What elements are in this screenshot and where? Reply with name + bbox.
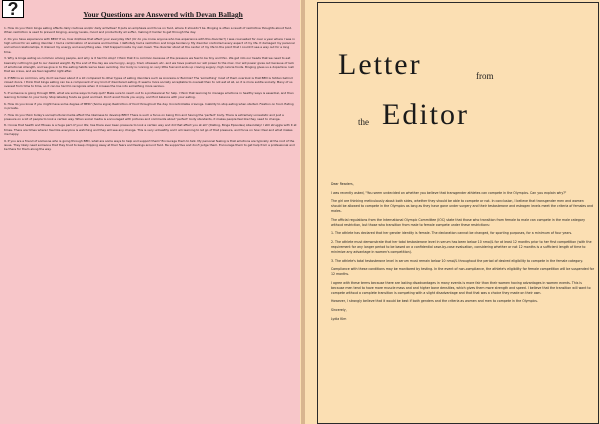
questions-title: Your Questions are Answered with Devan Ballagh <box>83 10 243 19</box>
qa-5: 5. If someone is going through BED, what are some ways to help quit? Make sure to reach out to a professional for help. I think that learning to manage emotions in healthy ways is essential, and then learning to listen to your body. Stop labeling foods as good and bad. Don't avoid foods you enjoy, and find balance with your eating. <box>4 90 294 100</box>
letter-para-6: However, I strongly believe that it would be best if both genders and the criteria as women and men to compete in the Olympics. <box>331 299 538 304</box>
letter-greeting: Dear Readers, <box>331 182 354 186</box>
editor-title-word: Editor <box>382 98 469 131</box>
qa-8: 8. I know that health and fitness is a huge part of your life; has there ever been pressure to look a certain way and did that affect you at all? (Dieting, Binge Episodes) Absolutely! I still struggle with it at times. There are times where I feel like everyone is watching and they will see any change. This is very unhealthy and I am learning to let go of that pressure, and focus on how I feel and what makes me happy. <box>4 123 297 136</box>
qa-2: 2. Do you have experience with BED? If so, how did/does that affect your everyday life? (Or do you know anyone who has experience with this disorder?) I was counselled for over a year where I was in high school for an eating disorder. I had a combination of anorexia and bulimia. I definitely had a restriction and binge tendency. My disorder controlled every aspect of my life. It damaged my personal and school relationships, it drained my energy and everything else. I felt trapped inside my own head. The disorder stood at the center of my life to the point that I couldn't see a way out for a long time. <box>4 36 295 54</box>
qa-1: 1. How do you think binge eating affects daily routines and/or daily activities? It puts an emphasis and focus on food, where it shouldn't be. Binging is often a result of restrictive thoughts about food. When restriction is used to prevent binging, energy levels, mood and productivity all suffer, making it harder to get through the day. <box>4 26 293 35</box>
page-fold-edge <box>301 0 305 424</box>
questions-body <box>4 26 297 422</box>
question-mark-box: ? <box>2 0 24 18</box>
letter-signature: Lydia Kim <box>331 316 347 321</box>
letter-rule-1: 1. The athlete has declared that her gender identity is female. The declaration cannot be changed, for sporting purposes, for a minimum of four years. <box>331 231 573 236</box>
letter-para-4: Compliance with these conditions may be monitored by testing. In the event of non-compliance, the athlete's eligibility for female competition will be suspended for 12 months. <box>331 267 595 277</box>
letter-title-from: from <box>476 71 494 81</box>
letter-rule-3: 3. The athlete's total testosterone level in serum must remain below 10 nmol/L throughout the period of desired eligibility to compete in the female category. <box>331 258 583 263</box>
letter-rule-2: 2. The athlete must demonstrate that her total testosterone level in serum has been below 10 nmol/L for at least 12 months prior to her first competition (with the requirement for any longer period to be based on a confidential case-by-case evaluation, considering whether or not 12 months is a sufficient length of time to minimize any advantage in women's competition). <box>331 239 592 254</box>
letter-para-5: I agree with these terms because there are lasting disadvantages in many events is more fair than their women having advantages in women events. This is because men tend to have more muscle mass and and higher bone densities, which gives them more strength and speed. I believe that the transition will want to compete without a complete transition is competing with a slight disadvantage and that that was a choice they made on their own. <box>331 280 591 295</box>
qa-4: 4. If BED is so common, why don't we hear about it a lot compared to other types of eating disorders such as Anorexia or Bulimia? The 'something' most of them overlook is that BED is hidden behind closed doors. I think that binge eating can be a component of any kind of disordered eating. It seems more socially acceptable to overeat than to not eat at all, so it is more subtle socially. Many of us overeat from time to time, so it can be hard to recognize when it crosses the line into something more serious. <box>4 75 293 89</box>
qa-6: 6. How do you know if you might have some degree of BED? (Some signs) Restriction of food throughout the day. Uncontrollable cravings. Inability to stop eating when started. Fixation on food. Eating in private. <box>4 101 294 110</box>
qa-3: 3. Why is binge eating so common among people, and why is it hard to stop? I think that it is common because of the pressure we feel to be tiny and thin. We get into our heads that we need to eat basically nothing to get to our desired weight. By the end of the day we are hungry, angry, tired, stressed, etc. and we have pushed our will power to the max. Our will power gives out because of lack of emotional strength, and we give in to the eating habits we've been avoiding. Our body is running on very little fuel and ends up craving sugary, high calorie foods. Binging gives us a dopamine rush that we crave, and we feel regretful right after. <box>4 56 295 74</box>
letter-title-the: the <box>358 117 369 127</box>
letter-closing: Sincerely, <box>331 307 347 312</box>
letter-body <box>331 182 595 420</box>
letter-title-word: Letter <box>338 48 422 81</box>
letter-para-1: I was recently asked, "You seem undecided on whether you believe that transgender athletes can compete in the Olympics. Can you explain why?" <box>331 190 567 195</box>
letter-para-2: The girl are thinking meticulously about both sides, whether they should be able to compete or not. In conclusion, I believe that transgender men and women should be allowed to compete in the Olympics as long as they have gone under surgery and their testosterone and estrogen levels meet the criteria of females and males. <box>331 199 594 214</box>
qa-7: 7. How do you think today's social/cultural media affect the likeliness to develop BED? There is such a focus on being thin and having the 'perfect' body. There is extremely unrealistic and just a pressure on a lot of people to look a certain way. When social media is encouraged with pictures and comments about 'perfect' body standards, it makes people feel like they need to change. <box>4 112 284 121</box>
letter-para-3: The official regulations from the International Olympic Committee (IOC) state that those who transition from female to male can compete in the male category without restriction, but those who transition from male to female compete under these restrictions: <box>331 217 586 227</box>
qa-9: 9. If you are a friend of someone who is going through BED, what are some ways to help and support them? Encourage them to talk. My personal feeling is that emotions are typically at the root of the issue. They likely need someone that they trust to keep chipping away at their fears and feelings around food. Be supportive and don't judge them. Encourage them to get help from a professional and be there for them along the way. <box>4 138 295 152</box>
